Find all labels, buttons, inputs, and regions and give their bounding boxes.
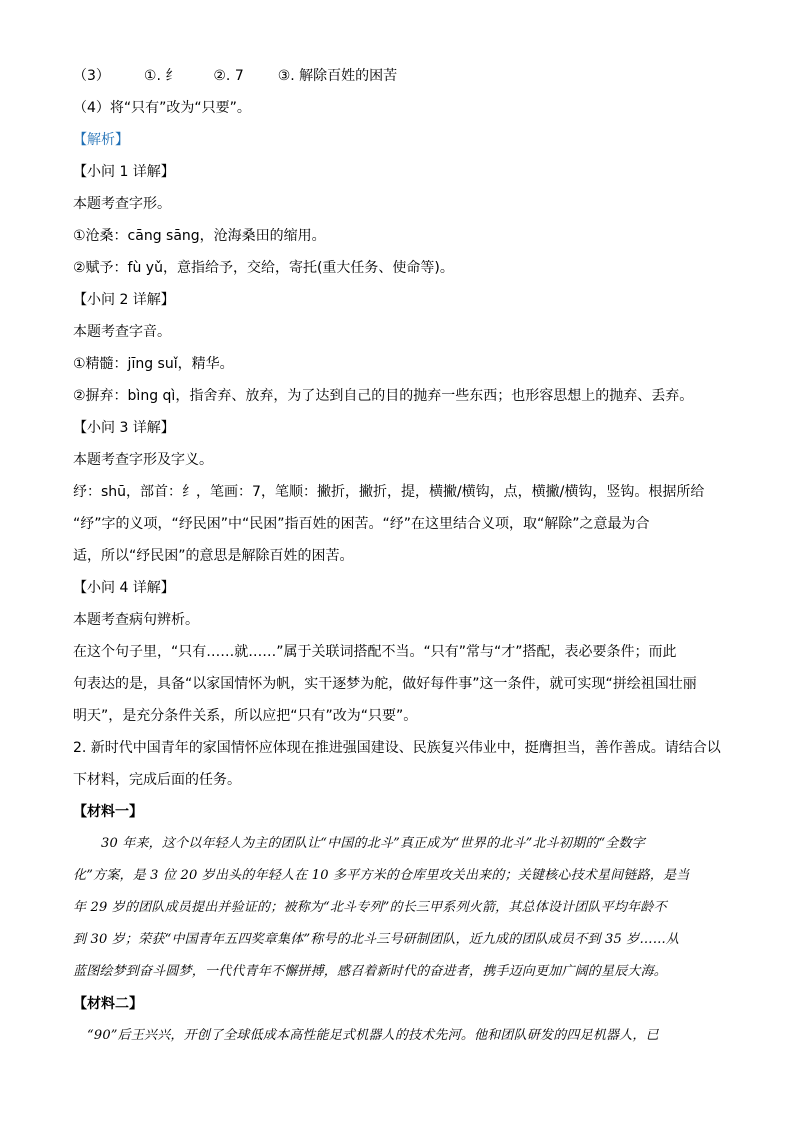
q2-line-2: ②摒弃：bìng qì，指舍弃、放弃，为了达到自己的目的抛弃一些东西；也形容思想上的抛弃、丢弃。 [73, 388, 694, 404]
q3-intro: 本题考查字形及字义。 [73, 452, 213, 468]
material-1-line-5: 蓝图绘梦到奋斗圆梦，一代代青年不懈拼搏，感召着新时代的奋进者，携手迈向更加广阔的星辰大海。 [73, 964, 668, 979]
q4-line-1: 在这个句子里，“只有……就……”属于关联词搭配不当。“只有”常与“才”搭配，表必要条件；而此 [73, 644, 677, 660]
material-1-line-3: 年 29 岁的团队成员提出并验证的；被称为“北斗专列”的长三甲系列火箭，其总体设计团队平均年龄不 [73, 900, 667, 915]
material-1-header: 【材料一】 [73, 804, 143, 820]
answer-3-line [73, 66, 397, 86]
q4-line-3: 明天”，是充分条件关系，所以应把“只有”改为“只要”。 [73, 708, 418, 724]
q4-intro: 本题考查病句辨析。 [73, 612, 199, 628]
material-1-line-1: 30 年来，这个以年轻人为主的团队让“中国的北斗”真正成为“世界的北斗”北斗初期的“全数字 [101, 836, 645, 851]
q2-line-1: ①精髓：jīng suǐ，精华。 [73, 356, 234, 372]
answer-3-choice-2: ②. 7 [213, 68, 244, 84]
q2-header: 【小问 2 详解】 [73, 292, 175, 308]
q3-line-1: 纾：shū，部首：纟，笔画：7，笔顺：撇折，撇折，提，横撇/横钩，点，横撇/横钩，竖钩。根据所给 [73, 484, 705, 500]
q1-header: 【小问 1 详解】 [73, 164, 175, 180]
material-2-line-1: “90”后王兴兴，开创了全球低成本高性能足式机器人的技术先河。他和团队研发的四足机器人，已 [87, 1028, 659, 1043]
material-2-header: 【材料二】 [73, 996, 143, 1012]
q3-header: 【小问 3 详解】 [73, 420, 175, 436]
answer-3-number: （3） [73, 68, 110, 84]
answer-3-choice-3: ③. 解除百姓的困苦 [277, 68, 398, 84]
material-1-line-4: 到 30 岁；荣获“中国青年五四奖章集体”称号的北斗三号研制团队，近九成的团队成员不到 35 岁……从 [73, 932, 680, 947]
analysis-header: 【解析】 [73, 132, 129, 148]
material-1-line-2: 化”方案，是 3 位 20 岁出头的年轻人在 10 多平方米的仓库里攻关出来的；关键核心技术星间链路，是当 [73, 868, 690, 883]
q1-intro: 本题考查字形。 [73, 196, 171, 212]
q2-intro: 本题考查字音。 [73, 324, 171, 340]
q3-line-2: “纾”字的义项，“纾民困”中“民困”指百姓的困苦。“纾”在这里结合义项，取“解除”之意最为合 [73, 516, 650, 532]
q4-line-2: 句表达的是，具备“以家国情怀为帆，实干逐梦为舵，做好每件事”这一条件，就可实现“拼绘祖国壮丽 [73, 676, 697, 692]
task-2-line-2: 下材料，完成后面的任务。 [73, 772, 241, 788]
answer-4-line: （4）将“只有”改为“只要”。 [73, 100, 251, 116]
q1-line-2: ②赋予：fù yǔ，意指给予，交给，寄托(重大任务、使命等)。 [73, 260, 454, 276]
q3-line-3: 适，所以“纾民困”的意思是解除百姓的困苦。 [73, 548, 354, 564]
task-2-line-1: 2. 新时代中国青年的家国情怀应体现在推进强国建设、民族复兴伟业中，挺膺担当，善作善成。请结合以 [73, 740, 721, 756]
answer-3-choice-1: ①. 纟 [143, 68, 180, 84]
q1-line-1: ①沧桑：cāng sāng，沧海桑田的缩用。 [73, 228, 326, 244]
q4-header: 【小问 4 详解】 [73, 580, 175, 596]
